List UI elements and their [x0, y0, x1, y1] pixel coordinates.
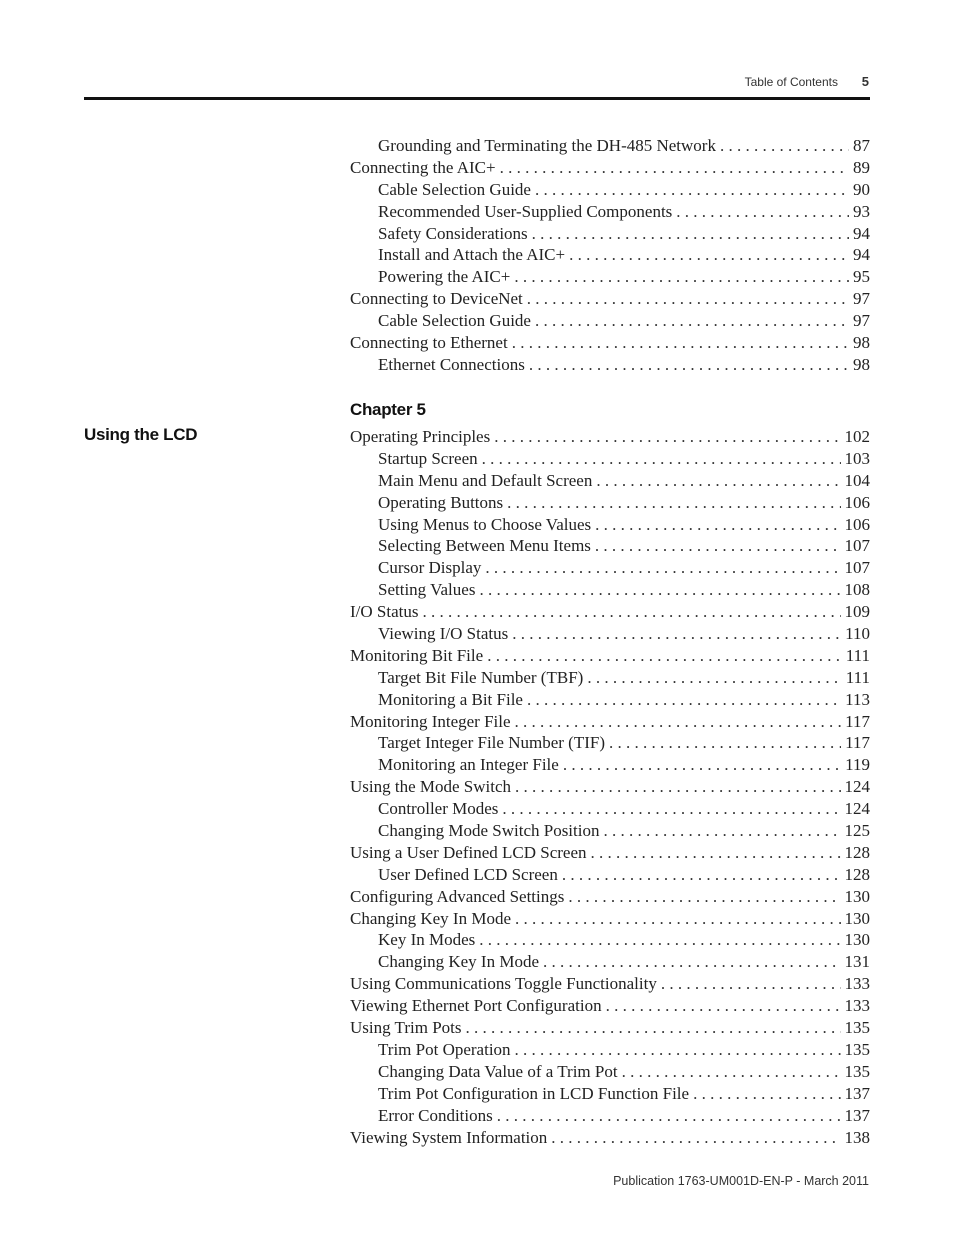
toc-entry-title: Trim Pot Configuration in LCD Function File	[378, 1083, 690, 1103]
toc-entry-page: 133	[844, 974, 870, 994]
toc-entry[interactable]	[350, 864, 870, 886]
toc-entry-page: 124	[844, 777, 870, 797]
toc-entry[interactable]	[350, 201, 870, 223]
toc-entry-page: 106	[844, 492, 870, 512]
dot-leader	[482, 448, 841, 470]
header-section-title: Table of Contents	[744, 75, 838, 89]
toc-entry-title: Install and Attach the AIC+	[378, 245, 566, 265]
dot-leader	[515, 711, 842, 733]
dot-leader	[512, 623, 841, 645]
toc-entry-title: Cursor Display	[378, 558, 482, 578]
dot-leader	[551, 1127, 840, 1149]
dot-leader	[500, 157, 849, 179]
toc-entry-title: Selecting Between Menu Items	[378, 536, 591, 556]
toc-entry-page: 135	[844, 1061, 870, 1081]
toc-entry-title: Monitoring Bit File	[350, 645, 484, 665]
dot-leader	[507, 492, 840, 514]
toc-entry[interactable]	[350, 179, 870, 201]
dot-leader	[661, 973, 841, 995]
toc-entry-title: Viewing System Information	[350, 1127, 548, 1147]
dot-leader	[487, 645, 842, 667]
dot-leader	[512, 332, 849, 354]
toc-entry-title: Key In Modes	[378, 930, 476, 950]
toc-entry-page: 106	[844, 514, 870, 534]
toc-entry[interactable]	[350, 535, 870, 557]
toc-entry[interactable]	[350, 288, 870, 310]
dot-leader	[535, 310, 849, 332]
toc-entry-title: Operating Buttons	[378, 492, 504, 512]
toc-entry[interactable]	[350, 623, 870, 645]
toc-entry[interactable]	[350, 1017, 870, 1039]
toc-entry[interactable]	[350, 557, 870, 579]
dot-leader	[515, 1039, 841, 1061]
toc-entry-title: I/O Status	[350, 602, 419, 622]
toc-entry-page: 87	[853, 136, 870, 155]
toc-entry-page: 107	[844, 558, 870, 578]
toc-entry-title: Monitoring a Bit File	[378, 689, 523, 709]
toc-entry-page: 97	[853, 311, 870, 331]
toc-entry-page: 113	[845, 689, 870, 709]
dot-leader	[479, 929, 840, 951]
toc-entry-page: 135	[844, 1018, 870, 1038]
dot-leader	[466, 1017, 841, 1039]
toc-entry[interactable]	[350, 310, 870, 332]
toc-entry-title: Controller Modes	[378, 799, 499, 819]
toc-entry[interactable]	[350, 244, 870, 266]
toc-entry[interactable]	[350, 886, 870, 908]
toc-entry-page: 97	[853, 289, 870, 309]
dot-leader	[497, 1105, 841, 1127]
toc-entry-title: Using Trim Pots	[350, 1018, 462, 1038]
toc-entry-title: Target Bit File Number (TBF)	[378, 667, 584, 687]
toc-entry[interactable]	[350, 514, 870, 536]
toc-entry[interactable]	[350, 689, 870, 711]
toc-entry[interactable]	[350, 470, 870, 492]
toc-entry-page: 111	[845, 645, 870, 665]
toc-entry[interactable]	[350, 1127, 870, 1149]
toc-entry-page: 94	[853, 245, 870, 265]
toc-entry-page: 104	[844, 470, 870, 490]
toc-entry-page: 94	[853, 223, 870, 243]
toc-entry-title: Changing Data Value of a Trim Pot	[378, 1061, 618, 1081]
toc-entry-title: Setting Values	[378, 580, 476, 600]
toc-entry-page: 109	[844, 602, 870, 622]
toc-entry-page: 111	[845, 667, 870, 687]
toc-entry-title: Trim Pot Operation	[378, 1039, 511, 1059]
toc-entry-page: 130	[844, 930, 870, 950]
dot-leader	[543, 951, 840, 973]
toc-entry-page: 128	[844, 864, 870, 884]
toc-entry[interactable]	[350, 711, 870, 733]
dot-leader	[515, 776, 840, 798]
toc-entry[interactable]	[350, 754, 870, 776]
toc-entry-page: 98	[853, 333, 870, 353]
toc-entry-page: 133	[844, 996, 870, 1016]
dot-leader	[568, 886, 840, 908]
dot-leader	[527, 288, 849, 310]
toc-entry-title: Monitoring Integer File	[350, 711, 511, 731]
toc-entry-page: 125	[844, 821, 870, 841]
dot-leader	[529, 354, 849, 376]
toc-entry[interactable]	[350, 776, 870, 798]
toc-entry[interactable]	[350, 223, 870, 245]
toc-entry[interactable]	[350, 798, 870, 820]
toc-entry[interactable]	[350, 1105, 870, 1127]
toc-entry-page: 130	[844, 886, 870, 906]
dot-leader	[515, 908, 840, 930]
dot-leader	[606, 995, 841, 1017]
toc-entry[interactable]	[350, 973, 870, 995]
toc-entry-title: Cable Selection Guide	[378, 311, 531, 331]
dot-leader	[693, 1083, 840, 1105]
dot-leader	[569, 244, 849, 266]
toc-entry-title: Operating Principles	[350, 427, 491, 446]
toc-entry-page: 138	[844, 1127, 870, 1147]
toc-entry-title: Changing Key In Mode	[350, 908, 512, 928]
dot-leader	[587, 667, 841, 689]
toc-entry-page: 110	[845, 624, 870, 644]
toc-entry-page: 90	[853, 179, 870, 199]
toc-entry-title: Viewing Ethernet Port Configuration	[350, 996, 602, 1016]
toc-entry-page: 107	[844, 536, 870, 556]
toc-entry-title: Error Conditions	[378, 1105, 493, 1125]
toc-entry-title: Changing Key In Mode	[378, 952, 540, 972]
toc-entry-page: 131	[844, 952, 870, 972]
toc-entry-title: Changing Mode Switch Position	[378, 821, 600, 841]
toc-entry[interactable]	[350, 1039, 870, 1061]
toc-entry-page: 89	[853, 157, 870, 177]
toc-entry[interactable]	[350, 1083, 870, 1105]
dot-leader	[622, 1061, 841, 1083]
toc-entry[interactable]	[350, 492, 870, 514]
toc-entry-title: Connecting to DeviceNet	[350, 289, 523, 309]
toc-entry-page: 102	[844, 427, 870, 446]
toc-entry-title: Using Communications Toggle Functionality	[350, 974, 657, 994]
dot-leader	[494, 426, 840, 448]
toc-entry[interactable]	[350, 645, 870, 667]
dot-leader	[676, 201, 849, 223]
toc-entry[interactable]	[350, 448, 870, 470]
toc-entry-page: 124	[844, 799, 870, 819]
dot-leader	[603, 820, 840, 842]
toc-entry[interactable]	[350, 332, 870, 354]
publication-footer: Publication 1763-UM001D-EN-P - March 2011	[613, 1174, 869, 1188]
toc-entry-page: 108	[844, 580, 870, 600]
toc-entry[interactable]	[350, 266, 870, 288]
toc-entry-title: Grounding and Terminating the DH-485 Network	[378, 136, 716, 155]
dot-leader	[535, 179, 849, 201]
toc-entry[interactable]	[350, 426, 870, 448]
dot-leader	[485, 557, 840, 579]
toc-entry-page: 130	[844, 908, 870, 928]
toc-entry-page: 117	[845, 733, 870, 753]
toc-entry[interactable]	[350, 579, 870, 601]
dot-leader	[502, 798, 840, 820]
toc-entry-page: 119	[845, 755, 870, 775]
toc-entry[interactable]	[350, 1061, 870, 1083]
toc-entry[interactable]	[350, 820, 870, 842]
page-number: 5	[861, 74, 869, 89]
toc-entry-title: Cable Selection Guide	[378, 179, 531, 199]
toc-entry-page: 117	[845, 711, 870, 731]
dot-leader	[595, 514, 840, 536]
dot-leader	[514, 266, 849, 288]
toc-entry-title: Target Integer File Number (TIF)	[378, 733, 605, 753]
toc-entry-title: Ethernet Connections	[378, 354, 525, 374]
toc-entry[interactable]	[350, 908, 870, 930]
dot-leader	[591, 842, 841, 864]
header-rule	[84, 97, 870, 100]
toc-entry[interactable]	[350, 951, 870, 973]
toc-entry-page: 135	[844, 1039, 870, 1059]
toc-entry-title: Using a User Defined LCD Screen	[350, 842, 587, 862]
dot-leader	[720, 135, 849, 157]
toc-entry-page: 128	[844, 842, 870, 862]
toc-entry-title: Safety Considerations	[378, 223, 528, 243]
toc-entry-page: 137	[844, 1105, 870, 1125]
toc-entry[interactable]	[350, 601, 870, 623]
toc-entry-title: Startup Screen	[378, 448, 478, 468]
chapter-label: Chapter 5	[350, 400, 426, 419]
toc-entry[interactable]	[350, 354, 870, 376]
toc-entry[interactable]	[350, 732, 870, 754]
toc-entry-page: 98	[853, 354, 870, 374]
dot-leader	[532, 223, 849, 245]
toc-continued-list	[350, 135, 870, 376]
toc-entry-page: 137	[844, 1083, 870, 1103]
toc-entry-title: Viewing I/O Status	[378, 624, 509, 644]
toc-entry-title: Powering the AIC+	[378, 267, 511, 287]
toc-entry[interactable]	[350, 157, 870, 179]
toc-entry-page: 93	[853, 201, 870, 221]
toc-entry[interactable]	[350, 135, 870, 157]
toc-entry-title: Recommended User-Supplied Components	[378, 201, 673, 221]
dot-leader	[422, 601, 840, 623]
toc-entry[interactable]	[350, 667, 870, 689]
toc-entry-title: Configuring Advanced Settings	[350, 886, 565, 906]
dot-leader	[479, 579, 840, 601]
toc-chapter5-list	[350, 426, 870, 1148]
toc-entry-title: Using Menus to Choose Values	[378, 514, 592, 534]
dot-leader	[596, 470, 840, 492]
dot-leader	[563, 754, 841, 776]
toc-entry-title: Main Menu and Default Screen	[378, 470, 593, 490]
toc-entry[interactable]	[350, 842, 870, 864]
chapter-side-title: Using the LCD	[84, 425, 198, 444]
dot-leader	[595, 535, 841, 557]
dot-leader	[562, 864, 841, 886]
dot-leader	[527, 689, 841, 711]
toc-entry[interactable]	[350, 929, 870, 951]
toc-entry[interactable]	[350, 995, 870, 1017]
toc-entry-page: 103	[844, 448, 870, 468]
toc-entry-title: User Defined LCD Screen	[378, 864, 558, 884]
toc-entry-title: Connecting the AIC+	[350, 157, 496, 177]
toc-entry-page: 95	[853, 267, 870, 287]
running-header	[84, 73, 869, 93]
toc-entry-title: Monitoring an Integer File	[378, 755, 559, 775]
dot-leader	[609, 732, 841, 754]
toc-entry-title: Using the Mode Switch	[350, 777, 512, 797]
toc-entry-title: Connecting to Ethernet	[350, 333, 508, 353]
